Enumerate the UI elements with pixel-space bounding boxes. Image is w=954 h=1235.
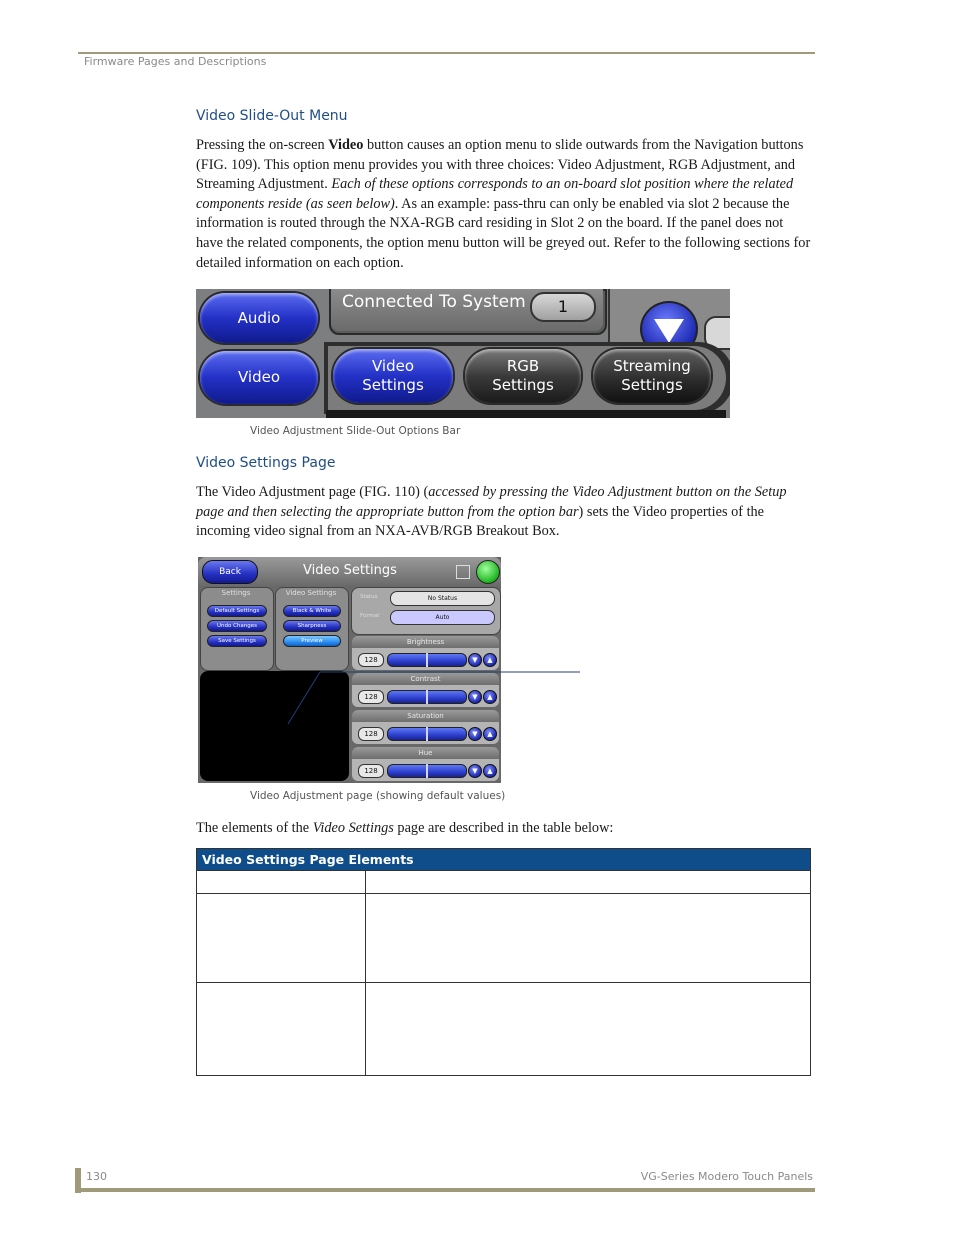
table-cell (196, 982, 366, 1076)
streaming-settings-button[interactable]: Streaming Settings (593, 349, 711, 403)
saturation-value: 128 (358, 727, 384, 741)
footer-rule (78, 1188, 815, 1192)
hue-slider[interactable] (387, 764, 467, 778)
table-cell (365, 893, 811, 983)
back-button[interactable]: Back (202, 560, 258, 584)
slide-out-options-figure (196, 289, 730, 418)
brightness-down-button[interactable]: ▼ (468, 653, 482, 667)
black-white-button[interactable]: Black & White (283, 605, 341, 617)
header-rule (78, 52, 815, 54)
contrast-down-button[interactable]: ▼ (468, 690, 482, 704)
saturation-control: Saturation 128 ▼ ▲ (352, 710, 499, 745)
hue-up-button[interactable]: ▲ (483, 764, 497, 778)
figure-caption-video-settings: Video Adjustment page (showing default values) (250, 790, 506, 802)
hue-control: Hue 128 ▼ ▲ (352, 747, 499, 782)
format-label: Format (360, 613, 380, 619)
video-settings-button[interactable]: Video Settings (333, 349, 453, 403)
section-heading-video-settings: Video Settings Page (196, 455, 336, 471)
settings-header: Settings (221, 589, 251, 597)
table-cell (196, 870, 366, 894)
slide-out-paragraph: Pressing the on-screen Video button causes an option menu to slide outwards from the Navigation buttons (FIG. 109). This option menu provides you with three choices: Video Adjustment, RGB Adjustment, and Streaming Adjustment. Each of these options corresponds to an on-board slot position where the related components reside (as seen below). As an example: pass-thru can only be enabled via slot 2 because the information is routed through the NXA-RGB card residing in Slot 2 on the board. If the panel does not have the related components, the option menu button will be greyed out. Refer to the following sections for detailed information on each option. (196, 137, 811, 271)
hue-down-button[interactable]: ▼ (468, 764, 482, 778)
default-settings-button[interactable]: Default Settings (207, 605, 267, 617)
running-header: Firmware Pages and Descriptions (84, 55, 267, 68)
video-button[interactable]: Video (200, 351, 318, 404)
table-cell (196, 893, 366, 983)
table-intro-paragraph: The elements of the Video Settings page are described in the table below: (196, 820, 614, 836)
section-heading-slide-out: Video Slide-Out Menu (196, 108, 348, 124)
contrast-value: 128 (358, 690, 384, 704)
saturation-slider[interactable] (387, 727, 467, 741)
status-label: Status (360, 594, 378, 600)
figure-caption-slide-out: Video Adjustment Slide-Out Options Bar (250, 425, 461, 437)
system-number: 1 (530, 292, 596, 322)
undo-changes-button[interactable]: Undo Changes (207, 620, 267, 632)
video-settings-paragraph: The Video Adjustment page (FIG. 110) (accessed by pressing the Video Adjustment button on the Setup page and then selecting the appropriate button from the option bar) sets the Video properties of the incoming video signal from an NXA-AVB/RGB Breakout Box. (196, 484, 787, 540)
hue-value: 128 (358, 764, 384, 778)
brightness-up-button[interactable]: ▲ (483, 653, 497, 667)
document-title: VG-Series Modero Touch Panels (640, 1170, 813, 1183)
page-title: Video Settings (303, 563, 397, 578)
brightness-value: 128 (358, 653, 384, 667)
video-settings-header: Video Settings (285, 589, 337, 597)
table-cell (365, 982, 811, 1076)
brightness-control: Brightness 128 ▼ ▲ (352, 636, 499, 671)
callout-lines (280, 668, 582, 728)
contrast-up-button[interactable]: ▲ (483, 690, 497, 704)
format-dropdown[interactable]: Auto (390, 610, 495, 625)
rgb-settings-button[interactable]: RGB Settings (465, 349, 581, 403)
brightness-slider[interactable] (387, 653, 467, 667)
sharpness-button[interactable]: Sharpness (283, 620, 341, 632)
audio-button[interactable]: Audio (200, 293, 318, 343)
saturation-up-button[interactable]: ▲ (483, 727, 497, 741)
status-indicator (476, 560, 500, 584)
page-number: 130 (86, 1170, 107, 1183)
save-settings-button[interactable]: Save Settings (207, 635, 267, 647)
status-value: No Status (390, 591, 495, 606)
table-title: Video Settings Page Elements (196, 848, 811, 871)
chevron-down-icon (654, 319, 684, 343)
contrast-control: Contrast 128 ▼ ▲ (352, 673, 499, 708)
saturation-down-button[interactable]: ▼ (468, 727, 482, 741)
network-icon (456, 565, 470, 579)
connected-label: Connected To System (342, 292, 526, 312)
preview-button[interactable]: Preview (283, 635, 341, 647)
table-cell (365, 870, 811, 894)
